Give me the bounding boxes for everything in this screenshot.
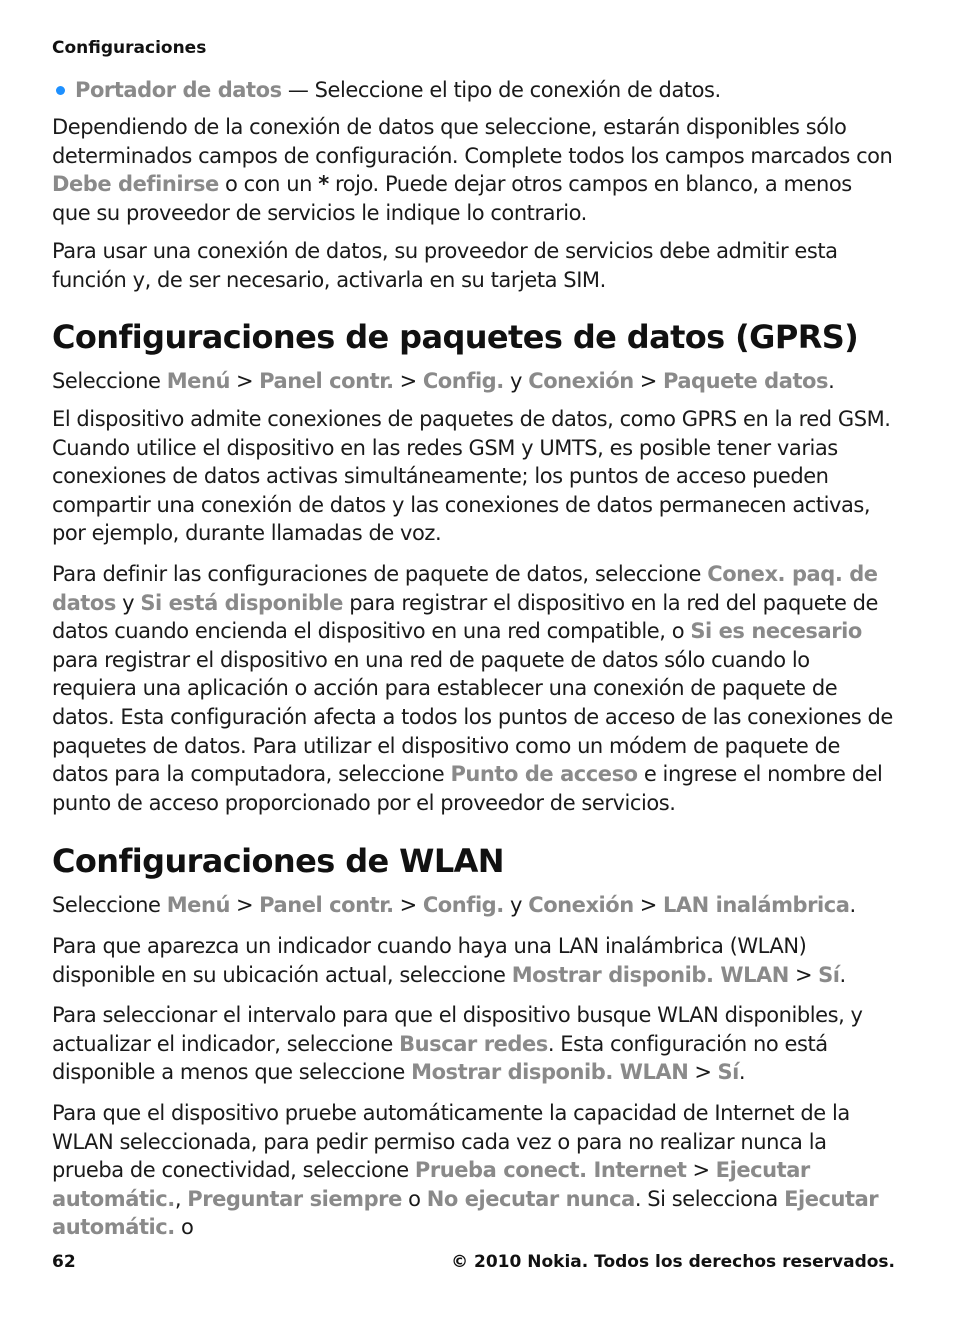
paragraph-gprs-settings: [52, 560, 895, 817]
text: Para definir las configuraciones de paquete de datos, seleccione: [52, 562, 708, 586]
heading-wlan: Configuraciones de WLAN: [52, 842, 504, 880]
highlight-term: Mostrar disponib. WLAN: [411, 1060, 689, 1085]
highlight-term: Ejecutar automátic.: [52, 1186, 879, 1240]
highlight-term: Sí: [818, 962, 840, 987]
text: .: [828, 369, 835, 393]
text: Dependiendo de la conexión de datos que seleccione, estarán disponibles sólo determinados campos de configuración. Complete todos los campos marcados con: [52, 115, 893, 168]
highlight-term: Mostrar disponib. WLAN: [511, 962, 789, 987]
text: o: [401, 1186, 427, 1211]
highlight-term: Punto de acceso: [450, 762, 638, 787]
text: .: [839, 962, 846, 987]
text: o: [174, 1215, 194, 1240]
path-separator: >: [639, 893, 657, 917]
highlight-term: Conex. paq. de datos: [52, 562, 878, 615]
page-number: 62: [52, 1252, 76, 1272]
path-separator: >: [794, 962, 813, 987]
path-separator: >: [235, 893, 254, 917]
path-paquete-datos: Paquete datos: [662, 369, 829, 393]
paragraph-gprs-description: El dispositivo admite conexiones de paquetes de datos, como GPRS en la red GSM. Cuando utilice el dispositivo en las redes GSM y UMTS, es posible tener varias conexiones de datos activas simultáneamente; los puntos de acceso pueden compartir una conexión de datos y las conexiones de datos permanecen activas, por ejemplo, durante llamadas de voz.: [52, 407, 891, 546]
path-lan-inalambrica: LAN inalámbrica: [662, 893, 850, 917]
text: Para seleccionar el intervalo para que el dispositivo busque WLAN disponibles, y actualizar el indicador, seleccione: [52, 1003, 863, 1056]
highlight-term: Prueba conect. Internet: [414, 1158, 687, 1183]
paragraph-wlan-internet-test: [52, 1099, 895, 1242]
path-menu: Menú: [166, 369, 230, 393]
highlight-term: Sí: [717, 1060, 739, 1085]
text: y: [503, 369, 529, 393]
highlight-term: Ejecutar automátic.: [52, 1158, 810, 1211]
highlight-term: Debe definirse: [52, 172, 219, 197]
path-menu: Menú: [166, 893, 230, 917]
path-separator: >: [235, 369, 254, 393]
path-conexion: Conexión: [528, 893, 634, 917]
bullet-term: Portador de datos: [75, 78, 282, 102]
asterisk: *: [318, 172, 329, 197]
highlight-term: Si está disponible: [140, 590, 343, 615]
path-separator: >: [692, 1158, 710, 1183]
heading-gprs: Configuraciones de paquetes de datos (GPRS): [52, 318, 859, 356]
copyright: © 2010 Nokia. Todos los derechos reservados.: [451, 1252, 895, 1272]
text: o con un: [218, 172, 319, 197]
path-separator: >: [399, 893, 417, 917]
text: ,: [174, 1186, 188, 1211]
text: Para que aparezca un indicador cuando haya una LAN inalámbrica (WLAN) disponible en su ubicación actual, seleccione: [52, 934, 807, 987]
bullet-text: — Seleccione el tipo de conexión de datos.: [281, 78, 721, 102]
paragraph-sim: Para usar una conexión de datos, su proveedor de servicios debe admitir esta función y, de ser necesario, activarla en su tarjeta SIM.: [52, 239, 838, 292]
highlight-term: Preguntar siempre: [187, 1186, 402, 1211]
text: para registrar el dispositivo en la red del paquete de datos cuando encienda el dispositivo en una red compatible, o: [52, 590, 879, 644]
highlight-term: Si es necesario: [690, 619, 862, 644]
paragraph-connection-fields: [52, 113, 895, 227]
text: Seleccione: [52, 893, 167, 917]
text: rojo. Puede dejar otros campos en blanco, a menos que su proveedor de servicios le indique lo contrario.: [52, 172, 852, 225]
bullet-item: [52, 76, 895, 105]
text: Seleccione: [52, 369, 167, 393]
running-head: Configuraciones: [52, 38, 207, 58]
highlight-term: No ejecutar nunca: [426, 1186, 635, 1211]
path-config: Config.: [422, 893, 504, 917]
text: e ingrese el nombre del punto de acceso proporcionado por el proveedor de servicios.: [52, 762, 883, 815]
text: . Esta configuración no está disponible a menos que seleccione: [52, 1031, 828, 1085]
highlight-term: Buscar redes: [399, 1031, 548, 1056]
path-panel: Panel contr.: [259, 893, 394, 917]
text: Para que el dispositivo pruebe automáticamente la capacidad de Internet de la WLAN seleccionada, para pedir permiso cada vez o para no realizar nunca la prueba de conectividad, seleccione: [52, 1101, 850, 1183]
paragraph-wlan-scan: [52, 1001, 895, 1087]
text: para registrar el dispositivo en una red de paquete de datos sólo cuando lo requiera una aplicación o acción para establecer una conexión de paquete de datos. Esta configuración afecta a todos los puntos de acceso de las conexiones de paquetes de datos. Para utilizar el dispositivo como un módem de paquete de datos para la computadora, seleccione: [52, 647, 893, 787]
gprs-menu-path: [52, 367, 895, 396]
text: .: [738, 1060, 746, 1085]
path-panel: Panel contr.: [259, 369, 394, 393]
wlan-menu-path: [52, 891, 895, 920]
text: y: [503, 893, 529, 917]
text: .: [849, 893, 856, 917]
bullet-dot-icon: [56, 86, 65, 95]
path-separator: >: [399, 369, 417, 393]
text: . Si selecciona: [634, 1186, 785, 1211]
text: y: [115, 590, 141, 615]
path-config: Config.: [422, 369, 504, 393]
path-separator: >: [694, 1060, 712, 1085]
path-conexion: Conexión: [528, 369, 634, 393]
path-separator: >: [639, 369, 657, 393]
paragraph-wlan-indicator: [52, 932, 895, 989]
